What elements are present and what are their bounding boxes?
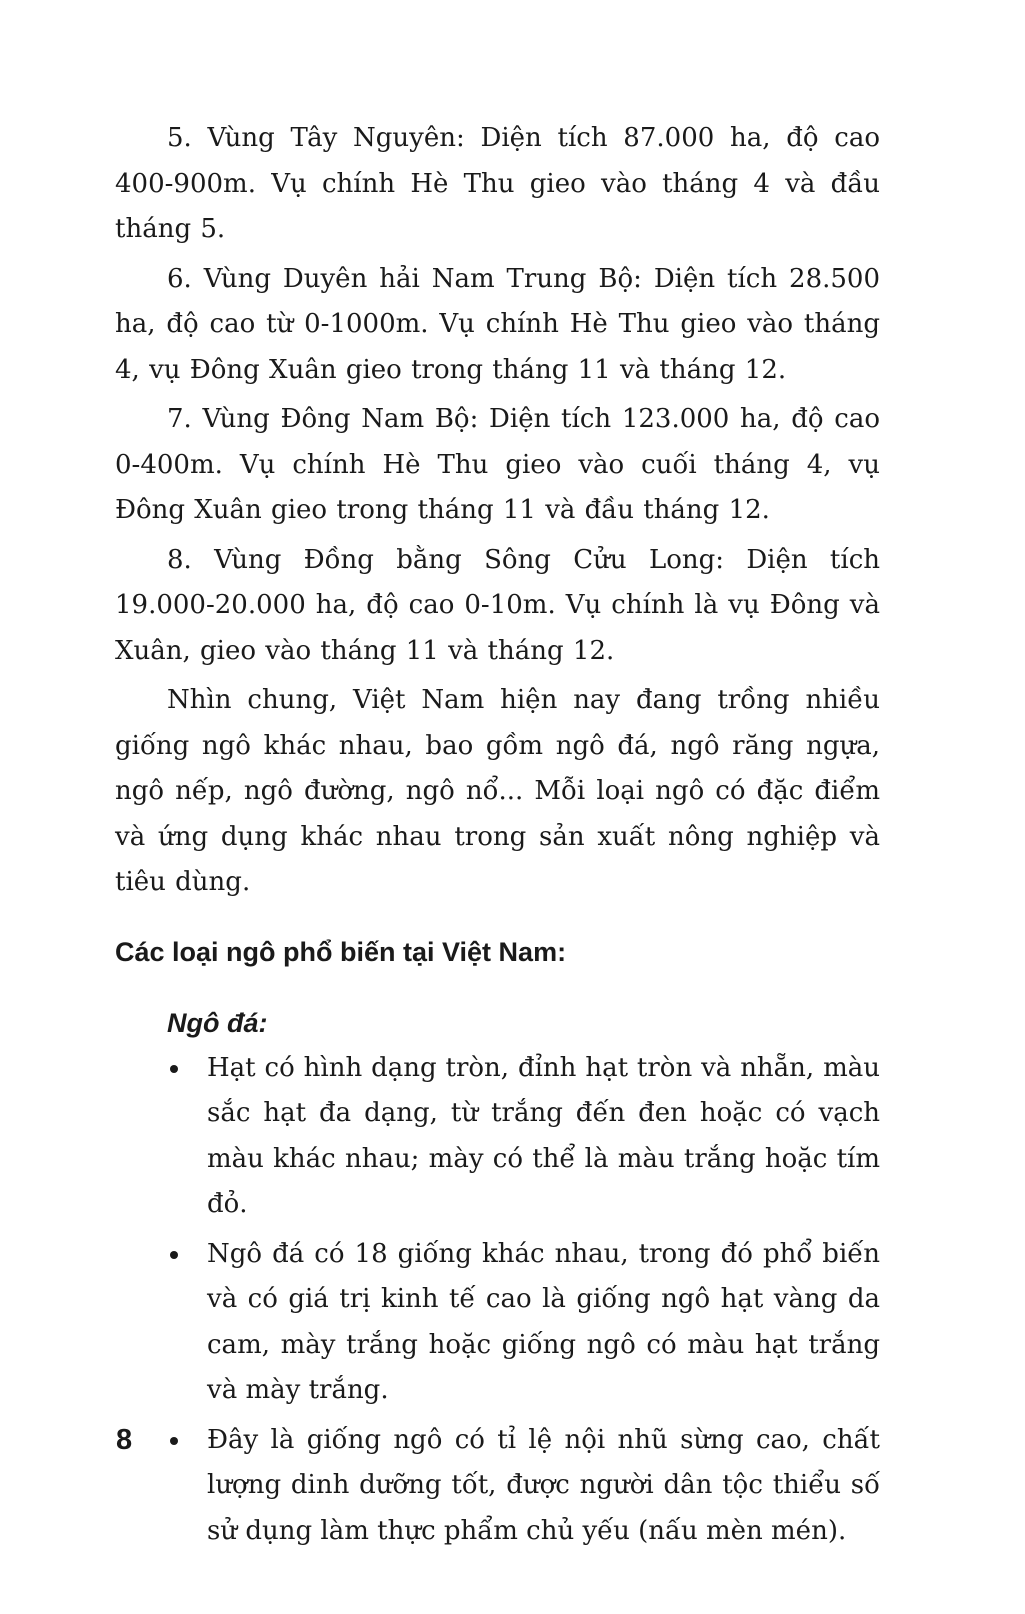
list-item-text: Ngô đá có 18 giống khác nhau, trong đó phổ biến và có giá trị kinh tế cao là giống ngô hạt vàng da cam, mày trắng hoặc giống ngô có màu hạt trắng và mày trắng. (207, 1238, 880, 1405)
summary-paragraph: Nhìn chung, Việt Nam hiện nay đang trồng nhiều giống ngô khác nhau, bao gồm ngô đá, ngô răng ngựa, ngô nếp, ngô đường, ngô nổ... Mỗi loại ngô có đặc điểm và ứng dụng khác nhau trong sản xuất nông nghiệp và tiêu dùng. (115, 685, 880, 897)
bullet-icon (170, 1251, 178, 1259)
list-item-text: Hạt có hình dạng tròn, đỉnh hạt tròn và nhẵn, màu sắc hạt đa dạng, từ trắng đến đen hoặc có vạch màu khác nhau; mày có thể là màu trắng hoặc tím đỏ. (207, 1052, 880, 1219)
list-item (115, 1418, 880, 1555)
subsection-title: Ngô đá: (167, 1007, 268, 1038)
page-content (115, 116, 880, 1558)
bullet-icon (170, 1437, 178, 1445)
list-item-text: Đây là giống ngô có tỉ lệ nội nhũ sừng cao, chất lượng dinh dưỡng tốt, được người dân tộc thiểu số sử dụng làm thực phẩm chủ yếu (nấu mèn mén). (207, 1424, 880, 1546)
bullet-list (115, 1046, 880, 1555)
section-heading: Các loại ngô phổ biến tại Việt Nam: (115, 936, 567, 967)
list-item (115, 1232, 880, 1414)
list-item (115, 1046, 880, 1228)
region-paragraph-5: 5. Vùng Tây Nguyên: Diện tích 87.000 ha, độ cao 400-900m. Vụ chính Hè Thu gieo vào tháng 4 và đầu tháng 5. (115, 123, 880, 244)
bullet-icon (170, 1065, 178, 1073)
page-number: 8 (116, 1424, 133, 1456)
region-paragraph-8: 8. Vùng Đồng bằng Sông Cửu Long: Diện tích 19.000-20.000 ha, độ cao 0-10m. Vụ chính là vụ Đông và Xuân, gieo vào tháng 11 và tháng 12. (115, 544, 880, 666)
region-paragraph-6: 6. Vùng Duyên hải Nam Trung Bộ: Diện tích 28.500 ha, độ cao từ 0-1000m. Vụ chính Hè Thu gieo vào tháng 4, vụ Đông Xuân gieo trong tháng 11 và tháng 12. (115, 263, 880, 385)
region-paragraph-7: 7. Vùng Đông Nam Bộ: Diện tích 123.000 ha, độ cao 0-400m. Vụ chính Hè Thu gieo vào cuối tháng 4, vụ Đông Xuân gieo trong tháng 11 và đầu tháng 12. (115, 404, 880, 525)
